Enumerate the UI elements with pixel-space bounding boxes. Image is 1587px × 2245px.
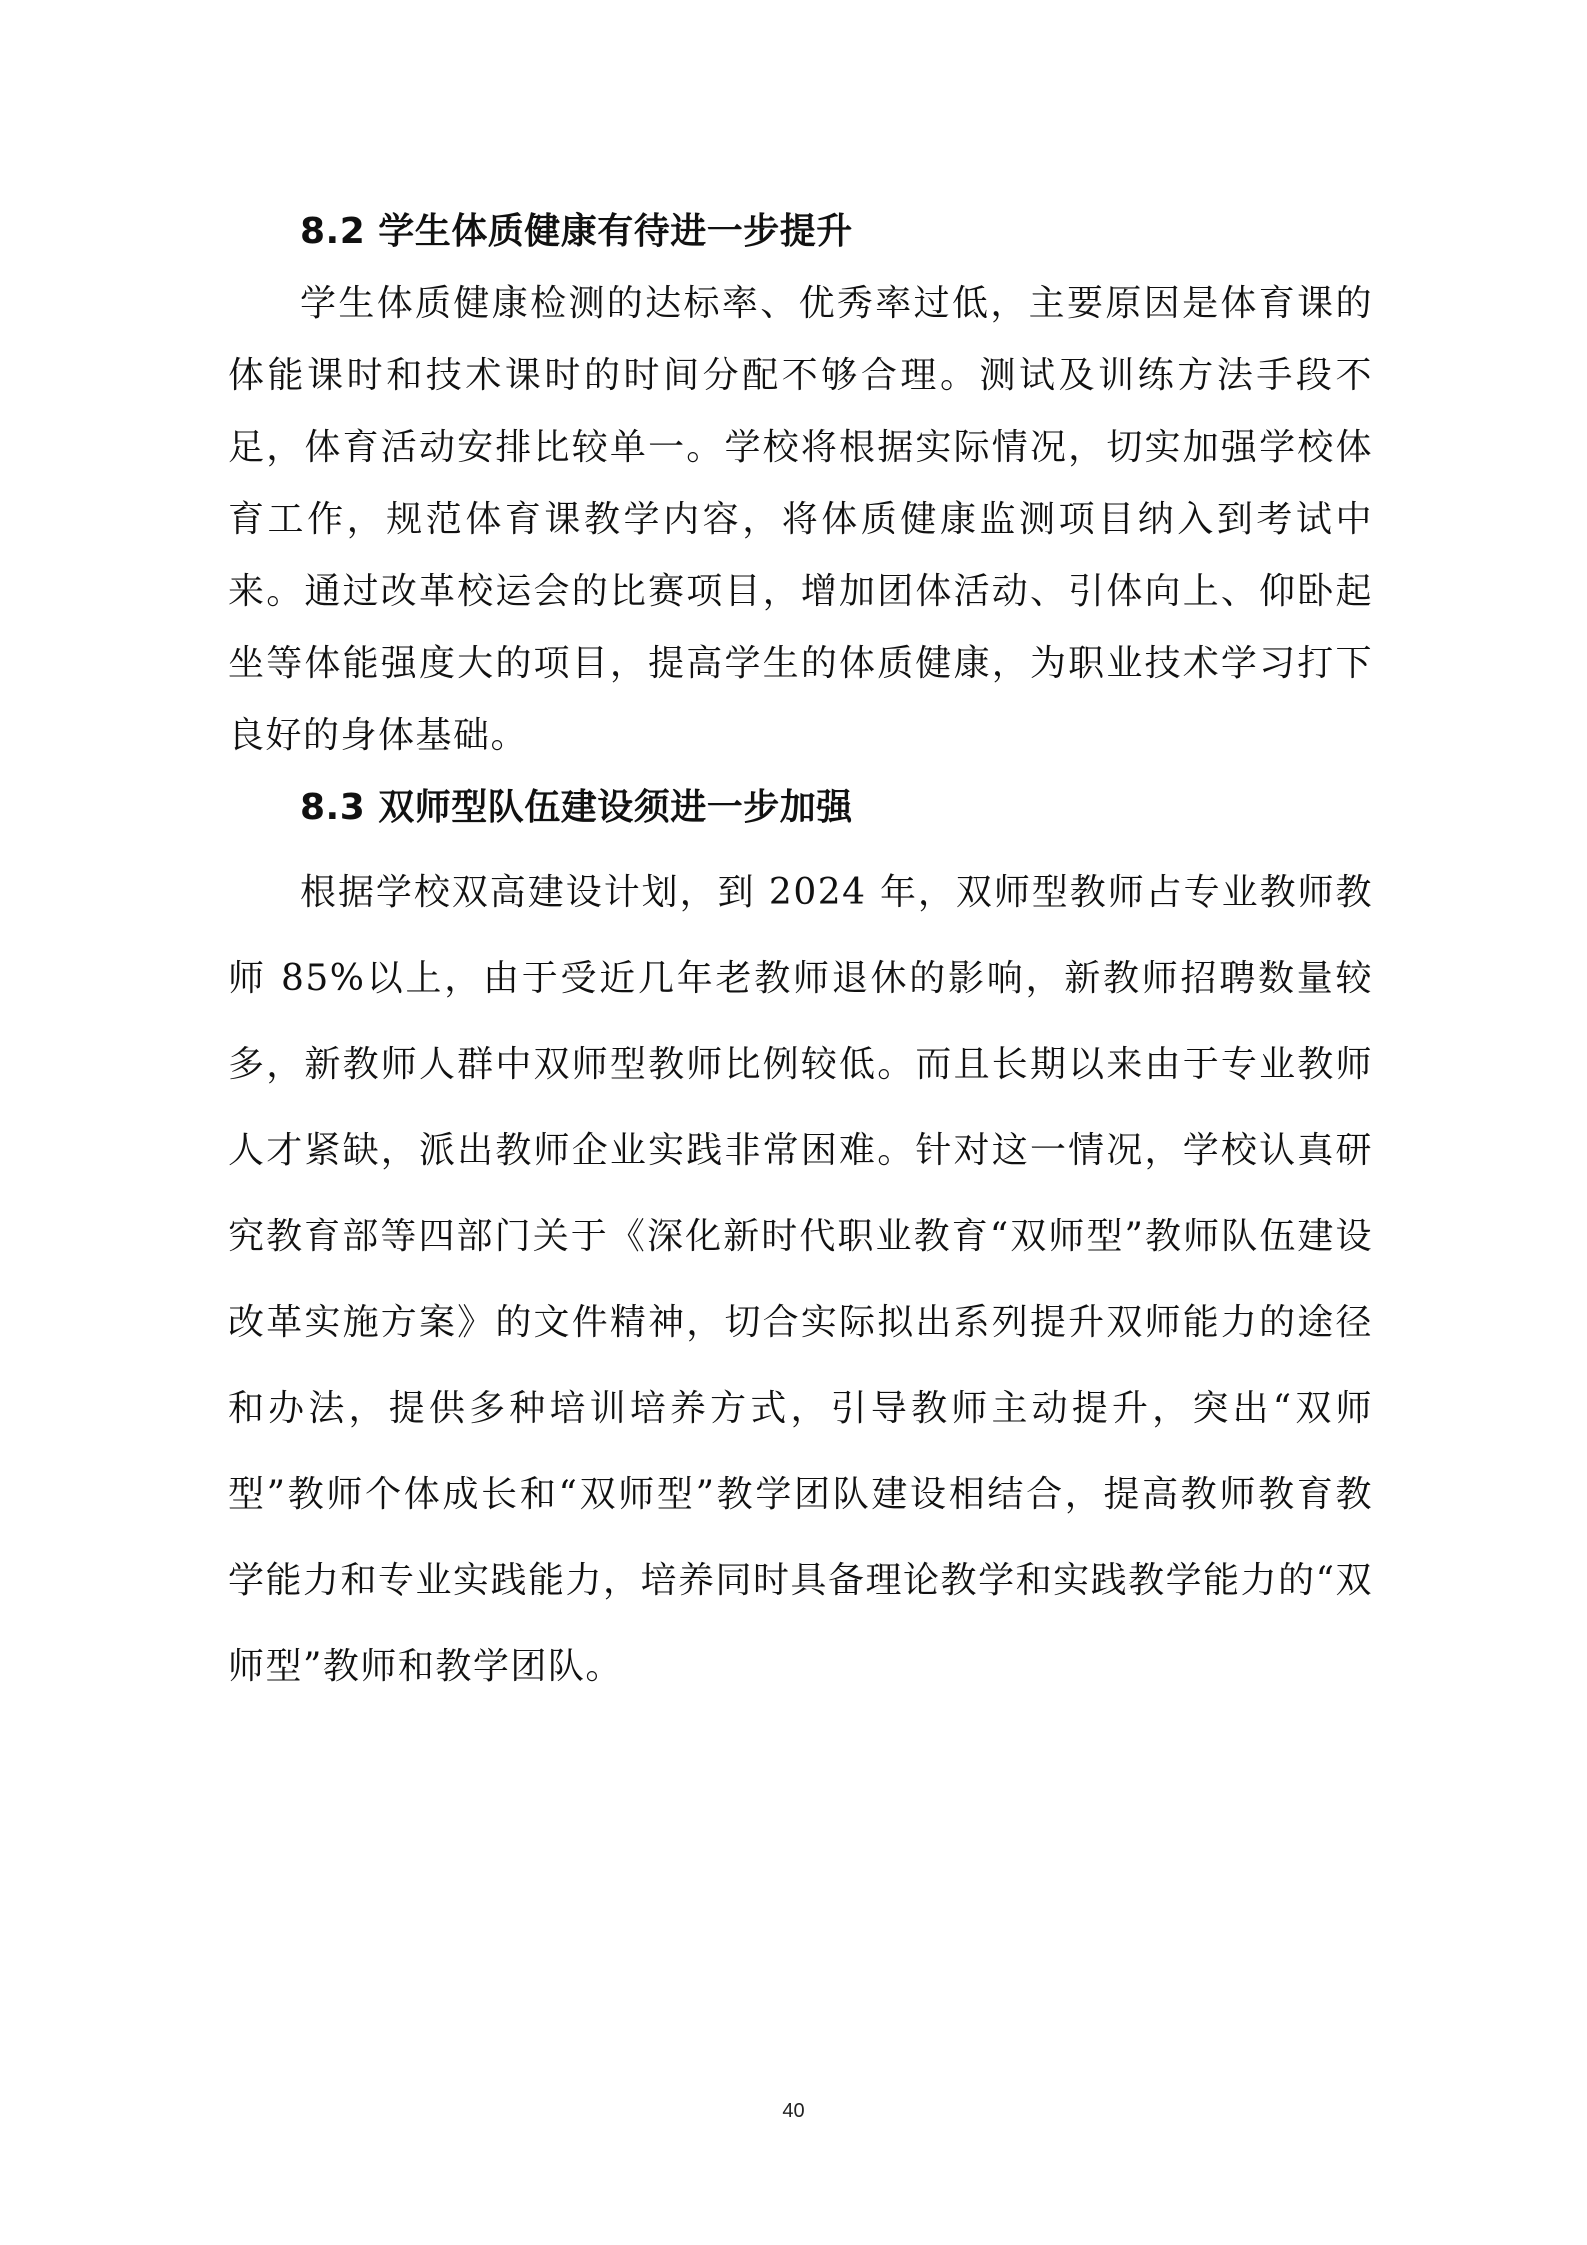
- section-heading-8-3: 8.3 双师型队伍建设须进一步加强: [300, 787, 853, 828]
- section-paragraph-8-3: 根据学校双高建设计划，到 2024 年，双师型教师占专业教师教师 85%以上，由于受近几年老教师退休的影响，新教师招聘数量较多，新教师人群中双师型教师比例较低。而且长期以来由于专业教师人才紧缺，派出教师企业实践非常困难。针对这一情况，学校认真研究教育部等四部门关于《深化新时代职业教育“双师型”教师队伍建设改革实施方案》的文件精神，切合实际拟出系列提升双师能力的途径和办法，提供多种培训培养方式，引导教师主动提升，突出“双师型”教师个体成长和“双师型”教学团队建设相结合，提高教师教育教学能力和专业实践能力，培养同时具备理论教学和实践教学能力的“双师型”教师和教学团队。: [228, 872, 1373, 1687]
- section-paragraph-8-2: 学生体质健康检测的达标率、优秀率过低，主要原因是体育课的体能课时和技术课时的时间分配不够合理。测试及训练方法手段不足，体育活动安排比较单一。学校将根据实际情况，切实加强学校体育工作，规范体育课教学内容，将体质健康监测项目纳入到考试中来。通过改革校运会的比赛项目，增加团体活动、引体向上、仰卧起坐等体能强度大的项目，提高学生的体质健康，为职业技术学习打下良好的身体基础。: [228, 283, 1373, 756]
- page-content: [228, 196, 1373, 1710]
- section-heading-8-2: 8.2 学生体质健康有待进一步提升: [300, 211, 853, 252]
- page-number: 40: [782, 2100, 805, 2122]
